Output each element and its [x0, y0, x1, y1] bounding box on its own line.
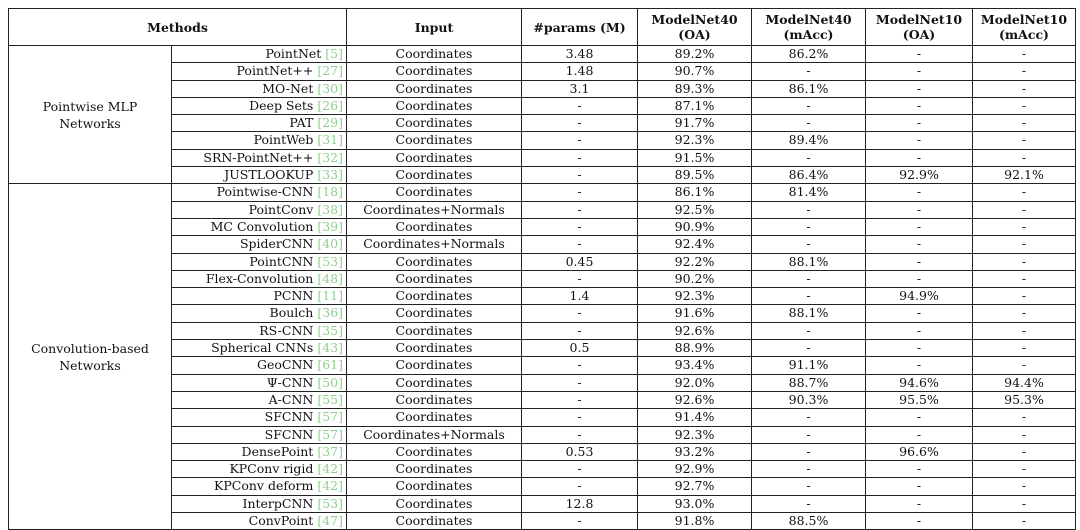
- mn10-oa-cell: -: [866, 495, 973, 512]
- input-cell: Coordinates: [347, 184, 522, 201]
- params-cell: -: [522, 132, 638, 149]
- mn10-oa-cell: -: [866, 461, 973, 478]
- group-label-line: Networks: [59, 115, 121, 131]
- mn10-oa-cell: -: [866, 253, 973, 270]
- mn10-oa-cell: 96.6%: [866, 443, 973, 460]
- input-cell: Coordinates: [347, 340, 522, 357]
- input-cell: Coordinates: [347, 167, 522, 184]
- mn10-macc-cell: -: [973, 409, 1076, 426]
- mn10-oa-cell: 92.9%: [866, 167, 973, 184]
- mn10-macc-cell: -: [973, 513, 1076, 530]
- mn10-macc-cell: -: [973, 461, 1076, 478]
- mn40-oa-cell: 91.8%: [638, 513, 752, 530]
- citation-link[interactable]: [11]: [317, 288, 343, 304]
- mn40-oa-cell: 89.3%: [638, 80, 752, 97]
- mn40-macc-cell: -: [752, 236, 866, 253]
- mn10-macc-cell: -: [973, 253, 1076, 270]
- mn10-macc-cell: -: [973, 288, 1076, 305]
- method-cell: [172, 218, 347, 235]
- citation-link[interactable]: [50]: [317, 374, 343, 390]
- params-cell: -: [522, 184, 638, 201]
- method-cell: [172, 391, 347, 408]
- group-label: [9, 46, 172, 184]
- citation-link[interactable]: [32]: [317, 149, 343, 165]
- method-cell: [172, 63, 347, 80]
- mn40-oa-cell: 90.9%: [638, 218, 752, 235]
- citation-link[interactable]: [53]: [317, 495, 343, 511]
- method-cell: [172, 513, 347, 530]
- params-cell: 0.45: [522, 253, 638, 270]
- mn10-macc-cell: -: [973, 236, 1076, 253]
- citation-link[interactable]: [29]: [317, 115, 343, 131]
- mn40-macc-cell: 90.3%: [752, 391, 866, 408]
- mn10-macc-cell: -: [973, 340, 1076, 357]
- params-cell: -: [522, 461, 638, 478]
- mn10-macc-cell: -: [973, 478, 1076, 495]
- citation-link[interactable]: [26]: [317, 97, 343, 113]
- mn40-oa-cell: 92.5%: [638, 201, 752, 218]
- input-cell: Coordinates: [347, 46, 522, 63]
- table-row: [9, 46, 1076, 63]
- method-cell: [172, 461, 347, 478]
- method-name: Deep Sets: [249, 97, 314, 113]
- citation-link[interactable]: [37]: [317, 443, 343, 459]
- table-body: [9, 46, 1076, 530]
- mn40-macc-cell: -: [752, 270, 866, 287]
- params-cell: -: [522, 236, 638, 253]
- mn10-macc-cell: -: [973, 115, 1076, 132]
- mn10-macc-cell: -: [973, 495, 1076, 512]
- mn10-macc-cell: -: [973, 46, 1076, 63]
- mn10-macc-cell: 92.1%: [973, 167, 1076, 184]
- mn10-oa-cell: -: [866, 305, 973, 322]
- method-name: GeoCNN: [256, 357, 314, 373]
- params-cell: -: [522, 97, 638, 114]
- mn10-macc-cell: -: [973, 322, 1076, 339]
- method-name: PAT: [289, 115, 314, 131]
- input-cell: Coordinates: [347, 149, 522, 166]
- input-cell: Coordinates: [347, 478, 522, 495]
- header-methods: Methods: [9, 9, 347, 46]
- input-cell: Coordinates: [347, 461, 522, 478]
- params-cell: -: [522, 322, 638, 339]
- citation-link[interactable]: [30]: [317, 80, 343, 96]
- method-cell: [172, 340, 347, 357]
- mn40-oa-cell: 92.3%: [638, 132, 752, 149]
- mn40-oa-cell: 90.2%: [638, 270, 752, 287]
- mn40-oa-cell: 86.1%: [638, 184, 752, 201]
- header-row: [9, 9, 1076, 46]
- method-name: PCNN: [273, 288, 314, 304]
- mn40-macc-cell: -: [752, 340, 866, 357]
- method-name: Pointwise-CNN: [216, 184, 314, 200]
- input-cell: Coordinates: [347, 443, 522, 460]
- mn10-oa-cell: -: [866, 115, 973, 132]
- mn40-macc-cell: 88.7%: [752, 374, 866, 391]
- mn40-oa-cell: 91.7%: [638, 115, 752, 132]
- params-cell: -: [522, 426, 638, 443]
- input-cell: Coordinates: [347, 409, 522, 426]
- method-name: DensePoint: [241, 443, 314, 459]
- method-cell: [172, 201, 347, 218]
- params-cell: -: [522, 218, 638, 235]
- method-name: Spherical CNNs: [211, 340, 314, 356]
- method-name: Ψ-CNN: [266, 374, 314, 390]
- params-cell: 3.48: [522, 46, 638, 63]
- citation-link[interactable]: [47]: [317, 513, 343, 529]
- input-cell: Coordinates: [347, 270, 522, 287]
- method-cell: [172, 426, 347, 443]
- mn10-oa-cell: -: [866, 270, 973, 287]
- method-name: PointConv: [248, 201, 314, 217]
- mn40-oa-cell: 93.4%: [638, 357, 752, 374]
- citation-link[interactable]: [48]: [317, 270, 343, 286]
- method-name: PointNet: [265, 46, 322, 61]
- method-name: SRN-PointNet++: [203, 149, 314, 165]
- citation-link[interactable]: [33]: [317, 167, 343, 183]
- mn40-macc-cell: -: [752, 322, 866, 339]
- citation-link[interactable]: [43]: [317, 340, 343, 356]
- method-name: KPConv deform: [214, 478, 314, 494]
- mn10-oa-cell: -: [866, 218, 973, 235]
- mn10-oa-cell: -: [866, 63, 973, 80]
- params-cell: -: [522, 115, 638, 132]
- citation-link[interactable]: [36]: [317, 305, 343, 321]
- mn40-oa-cell: 91.6%: [638, 305, 752, 322]
- method-name: PointCNN: [249, 253, 314, 269]
- citation-link[interactable]: [61]: [317, 357, 343, 373]
- mn40-macc-cell: -: [752, 495, 866, 512]
- mn10-macc-cell: -: [973, 426, 1076, 443]
- method-cell: [172, 357, 347, 374]
- mn40-oa-cell: 90.7%: [638, 63, 752, 80]
- params-cell: 1.4: [522, 288, 638, 305]
- mn40-macc-cell: -: [752, 409, 866, 426]
- method-name: SFCNN: [264, 409, 314, 425]
- method-cell: [172, 46, 347, 63]
- mn40-macc-cell: 86.2%: [752, 46, 866, 63]
- input-cell: Coordinates: [347, 374, 522, 391]
- method-name: KPConv rigid: [229, 461, 314, 477]
- input-cell: Coordinates+Normals: [347, 236, 522, 253]
- params-cell: 1.48: [522, 63, 638, 80]
- mn40-oa-cell: 92.4%: [638, 236, 752, 253]
- input-cell: Coordinates+Normals: [347, 426, 522, 443]
- method-name: RS-CNN: [259, 322, 314, 338]
- mn10-oa-cell: -: [866, 340, 973, 357]
- method-name: A-CNN: [268, 391, 314, 407]
- method-cell: [172, 253, 347, 270]
- method-cell: [172, 167, 347, 184]
- params-cell: -: [522, 513, 638, 530]
- params-cell: 0.5: [522, 340, 638, 357]
- mn10-macc-cell: -: [973, 132, 1076, 149]
- results-table: [8, 8, 1076, 530]
- citation-link[interactable]: [40]: [317, 236, 343, 252]
- mn10-oa-cell: 94.6%: [866, 374, 973, 391]
- input-cell: Coordinates+Normals: [347, 201, 522, 218]
- citation-link[interactable]: [42]: [317, 478, 343, 494]
- mn40-macc-cell: -: [752, 149, 866, 166]
- params-cell: -: [522, 201, 638, 218]
- input-cell: Coordinates: [347, 495, 522, 512]
- mn40-macc-cell: 81.4%: [752, 184, 866, 201]
- header-params: #params (M): [522, 9, 638, 46]
- results-table-container: [8, 8, 1075, 530]
- mn10-macc-cell: -: [973, 149, 1076, 166]
- method-cell: [172, 478, 347, 495]
- mn40-macc-cell: 91.1%: [752, 357, 866, 374]
- mn40-macc-cell: 89.4%: [752, 132, 866, 149]
- citation-link[interactable]: [5]: [325, 46, 343, 61]
- mn40-macc-cell: -: [752, 288, 866, 305]
- mn10-oa-cell: -: [866, 46, 973, 63]
- mn10-oa-cell: -: [866, 132, 973, 149]
- mn40-oa-cell: 91.4%: [638, 409, 752, 426]
- mn10-oa-cell: -: [866, 97, 973, 114]
- citation-link[interactable]: [42]: [317, 461, 343, 477]
- mn40-macc-cell: -: [752, 63, 866, 80]
- params-cell: -: [522, 357, 638, 374]
- citation-link[interactable]: [57]: [317, 409, 343, 425]
- method-name: Boulch: [269, 305, 314, 321]
- params-cell: -: [522, 391, 638, 408]
- mn40-macc-cell: 88.1%: [752, 253, 866, 270]
- params-cell: 3.1: [522, 80, 638, 97]
- header-input: Input: [347, 9, 522, 46]
- input-cell: Coordinates: [347, 218, 522, 235]
- method-cell: [172, 115, 347, 132]
- mn40-oa-cell: 92.6%: [638, 391, 752, 408]
- citation-link[interactable]: [38]: [317, 201, 343, 217]
- method-name: ConvPoint: [248, 513, 314, 529]
- mn40-oa-cell: 92.3%: [638, 288, 752, 305]
- mn40-macc-cell: -: [752, 443, 866, 460]
- mn40-macc-cell: -: [752, 426, 866, 443]
- input-cell: Coordinates: [347, 357, 522, 374]
- method-cell: [172, 305, 347, 322]
- mn10-oa-cell: 95.5%: [866, 391, 973, 408]
- mn40-oa-cell: 92.2%: [638, 253, 752, 270]
- mn10-macc-cell: -: [973, 201, 1076, 218]
- input-cell: Coordinates: [347, 513, 522, 530]
- mn10-macc-cell: -: [973, 184, 1076, 201]
- input-cell: Coordinates: [347, 63, 522, 80]
- mn10-oa-cell: -: [866, 513, 973, 530]
- mn40-oa-cell: 92.3%: [638, 426, 752, 443]
- method-cell: [172, 322, 347, 339]
- mn10-oa-cell: -: [866, 184, 973, 201]
- citation-link[interactable]: [55]: [317, 391, 343, 407]
- mn40-oa-cell: 92.6%: [638, 322, 752, 339]
- header-mn40-oa: ModelNet40 (OA): [638, 9, 752, 46]
- mn10-oa-cell: -: [866, 409, 973, 426]
- header-mn10-macc: ModelNet10 (mAcc): [973, 9, 1076, 46]
- mn40-oa-cell: 92.0%: [638, 374, 752, 391]
- group-label-line: Networks: [59, 357, 121, 373]
- mn40-oa-cell: 89.2%: [638, 46, 752, 63]
- method-cell: [172, 236, 347, 253]
- params-cell: -: [522, 167, 638, 184]
- params-cell: 12.8: [522, 495, 638, 512]
- method-name: SFCNN: [264, 426, 314, 442]
- citation-link[interactable]: [53]: [317, 253, 343, 269]
- citation-link[interactable]: [27]: [317, 63, 343, 79]
- method-name: Flex-Convolution: [205, 270, 314, 286]
- citation-link[interactable]: [57]: [317, 426, 343, 442]
- input-cell: Coordinates: [347, 132, 522, 149]
- citation-link[interactable]: [31]: [317, 132, 343, 148]
- group-label-line: Pointwise MLP: [42, 98, 138, 114]
- mn40-macc-cell: -: [752, 218, 866, 235]
- method-name: JUSTLOOKUP: [224, 167, 314, 183]
- group-label-line: Convolution-based: [31, 340, 149, 356]
- mn10-macc-cell: -: [973, 63, 1076, 80]
- input-cell: Coordinates: [347, 305, 522, 322]
- mn10-macc-cell: -: [973, 97, 1076, 114]
- method-cell: [172, 409, 347, 426]
- method-name: PointWeb: [253, 132, 314, 148]
- mn10-macc-cell: -: [973, 305, 1076, 322]
- mn40-macc-cell: -: [752, 97, 866, 114]
- mn40-macc-cell: 88.5%: [752, 513, 866, 530]
- citation-link[interactable]: [18]: [317, 184, 343, 200]
- input-cell: Coordinates: [347, 322, 522, 339]
- input-cell: Coordinates: [347, 288, 522, 305]
- header-mn10-oa: ModelNet10 (OA): [866, 9, 973, 46]
- mn10-macc-cell: -: [973, 357, 1076, 374]
- mn10-oa-cell: -: [866, 426, 973, 443]
- mn10-macc-cell: -: [973, 218, 1076, 235]
- header-mn40-macc: ModelNet40 (mAcc): [752, 9, 866, 46]
- mn40-oa-cell: 89.5%: [638, 167, 752, 184]
- mn10-oa-cell: -: [866, 236, 973, 253]
- mn40-oa-cell: 93.2%: [638, 443, 752, 460]
- mn40-oa-cell: 88.9%: [638, 340, 752, 357]
- input-cell: Coordinates: [347, 253, 522, 270]
- params-cell: -: [522, 149, 638, 166]
- method-cell: [172, 443, 347, 460]
- method-cell: [172, 270, 347, 287]
- method-cell: [172, 495, 347, 512]
- input-cell: Coordinates: [347, 97, 522, 114]
- method-name: InterpCNN: [242, 495, 314, 511]
- mn10-oa-cell: -: [866, 149, 973, 166]
- method-cell: [172, 80, 347, 97]
- mn40-oa-cell: 91.5%: [638, 149, 752, 166]
- mn40-oa-cell: 93.0%: [638, 495, 752, 512]
- mn40-macc-cell: -: [752, 478, 866, 495]
- mn10-oa-cell: -: [866, 201, 973, 218]
- citation-link[interactable]: [35]: [317, 322, 343, 338]
- group-label: [9, 184, 172, 530]
- params-cell: -: [522, 305, 638, 322]
- citation-link[interactable]: [39]: [317, 218, 343, 234]
- mn10-macc-cell: 94.4%: [973, 374, 1076, 391]
- input-cell: Coordinates: [347, 115, 522, 132]
- input-cell: Coordinates: [347, 391, 522, 408]
- input-cell: Coordinates: [347, 80, 522, 97]
- method-name: MO-Net: [262, 80, 314, 96]
- method-cell: [172, 149, 347, 166]
- mn40-macc-cell: 88.1%: [752, 305, 866, 322]
- params-cell: -: [522, 409, 638, 426]
- mn10-oa-cell: -: [866, 357, 973, 374]
- mn40-oa-cell: 87.1%: [638, 97, 752, 114]
- mn40-macc-cell: -: [752, 201, 866, 218]
- method-cell: [172, 374, 347, 391]
- mn10-macc-cell: 95.3%: [973, 391, 1076, 408]
- mn40-macc-cell: -: [752, 461, 866, 478]
- params-cell: -: [522, 374, 638, 391]
- method-cell: [172, 132, 347, 149]
- mn10-macc-cell: -: [973, 270, 1076, 287]
- method-cell: [172, 184, 347, 201]
- mn40-macc-cell: 86.1%: [752, 80, 866, 97]
- params-cell: -: [522, 270, 638, 287]
- method-cell: [172, 97, 347, 114]
- params-cell: 0.53: [522, 443, 638, 460]
- mn10-macc-cell: -: [973, 80, 1076, 97]
- mn10-oa-cell: -: [866, 80, 973, 97]
- mn10-oa-cell: 94.9%: [866, 288, 973, 305]
- table-row: [9, 184, 1076, 201]
- mn40-macc-cell: 86.4%: [752, 167, 866, 184]
- params-cell: -: [522, 478, 638, 495]
- mn40-oa-cell: 92.9%: [638, 461, 752, 478]
- method-cell: [172, 288, 347, 305]
- mn10-oa-cell: -: [866, 322, 973, 339]
- mn40-oa-cell: 92.7%: [638, 478, 752, 495]
- mn40-macc-cell: -: [752, 115, 866, 132]
- method-name: SpiderCNN: [239, 236, 314, 252]
- method-name: PointNet++: [236, 63, 314, 79]
- mn10-oa-cell: -: [866, 478, 973, 495]
- method-name: MC Convolution: [210, 218, 314, 234]
- mn10-macc-cell: -: [973, 443, 1076, 460]
